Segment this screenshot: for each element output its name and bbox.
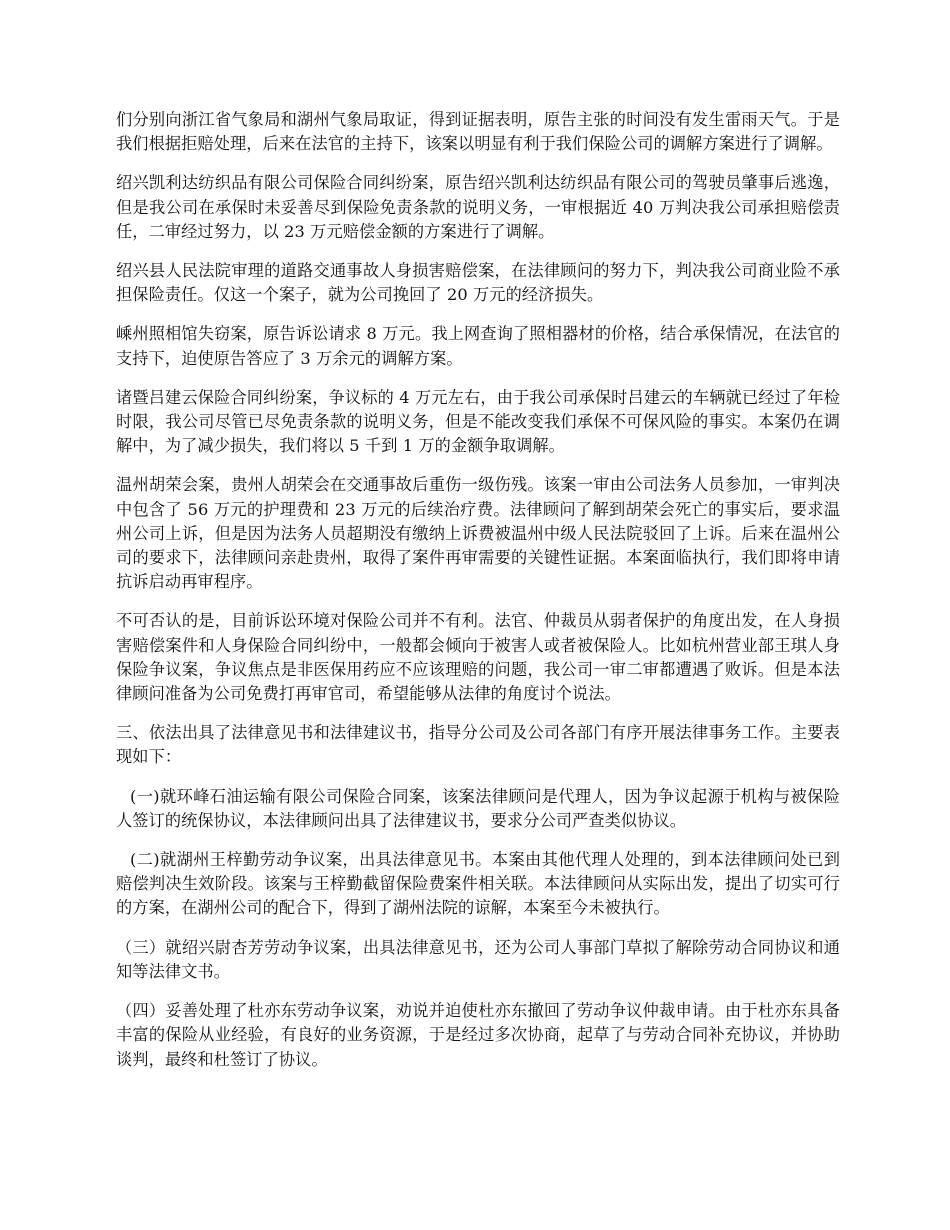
paragraph-zhuji-lv-case: 诸暨吕建云保险合同纠纷案，争议标的 4 万元左右，由于我公司承保时吕建云的车辆就已经过了年检时限，我公司尽管已尽免责条款的说明义务，但是不能改变我们承保不可保风险的事实。本案仍在调解中，为了减少损失，我们将以 5 千到 1 万的金额争取调解。 (116, 387, 840, 456)
paragraph-shaoxing-court-case: 绍兴县人民法院审理的道路交通事故人身损害赔偿案，在法律顾问的努力下，判决我公司商业险不承担保险责任。仅这一个案子，就为公司挽回了 20 万元的经济损失。 (116, 261, 840, 305)
paragraph-kailida-case: 绍兴凯利达纺织品有限公司保险合同纠纷案，原告绍兴凯利达纺织品有限公司的驾驶员肇事后逃逸，但是我公司在承保时未妥善尽到保险免责条款的说明义务，一审根据近 40 万判决我公司承担赔偿责任，二审经过努力，以 23 万元赔偿金额的方案进行了调解。 (116, 173, 840, 241)
list-item-du-yidong-case: （四）妥善处理了杜亦东劳动争议案，劝说并迫使杜亦东撤回了劳动争议仲裁申请。由于杜亦东具备丰富的保险从业经验，有良好的业务资源，于是经过多次协商，起草了与劳动合同补充协议，并协助谈判，最终和杜签订了协议。 (116, 1001, 840, 1069)
paragraph-litigation-environment: 不可否认的是，目前诉讼环境对保险公司并不有利。法官、仲裁员从弱者保护的角度出发，在人身损害赔偿案件和人身保险合同纠纷中，一般都会倾向于被害人或者被保险人。比如杭州营业部王琪人身保险争议案，争议焦点是非医保用药应不应该理赔的问题，我公司一审二审都遭遇了败诉。但是本法律顾问准备为公司免费打再审官司，希望能够从法律的角度讨个说法。 (116, 611, 840, 704)
document-body (116, 108, 840, 1087)
paragraph-weather-evidence: 们分别向浙江省气象局和湖州气象局取证，得到证据表明，原告主张的时间没有发生雷雨天气。于是我们根据拒赔处理，后来在法官的主持下，该案以明显有利于我们保险公司的调解方案进行了调解。 (116, 110, 840, 154)
list-item-huzhou-wang-case: (二)就湖州王梓勤劳动争议案，出具法律意见书。本案由其他代理人处理的，到本法律顾问处已到赔偿判决生效阶段。该案与王梓勤截留保险费案件相关联。本法律顾问从实际出发，提出了切实可行的方案，在湖州公司的配合下，得到了湖州法院的谅解，本案至今未被执行。 (116, 850, 840, 918)
section-heading-legal-opinions: 三、依法出具了法律意见书和法律建议书，指导分公司及公司各部门有序开展法律事务工作。主要表现如下： (116, 723, 840, 767)
list-item-shaoxing-wei-case: （三）就绍兴尉杏芳劳动争议案，出具法律意见书，还为公司人事部门草拟了解除劳动合同协议和通知等法律文书。 (116, 937, 840, 981)
paragraph-shengzhou-photo-case: 嵊州照相馆失窃案，原告诉讼请求 8 万元。我上网查询了照相器材的价格，结合承保情况，在法官的支持下，迫使原告答应了 3 万余元的调解方案。 (116, 324, 840, 368)
list-item-huanfeng-case: (一)就环峰石油运输有限公司保险合同案，该案法律顾问是代理人，因为争议起源于机构与被保险人签订的统保协议，本法律顾问出具了法律建议书，要求分公司严查类似协议。 (116, 786, 840, 830)
paragraph-wenzhou-hu-case: 温州胡荣会案，贵州人胡荣会在交通事故后重伤一级伤残。该案一审由公司法务人员参加，一审判决中包含了 56 万元的护理费和 23 万元的后续治疗费。法律顾问了解到胡荣会死亡的事实后，要求温州公司上诉，但是因为法务人员超期没有缴纳上诉费被温州中级人民法院驳回了上诉。后来在温州公司的要求下，法律顾问亲赴贵州，取得了案件再审需要的关键性证据。本案面临执行，我们即将申请抗诉启动再审程序。 (116, 475, 840, 592)
